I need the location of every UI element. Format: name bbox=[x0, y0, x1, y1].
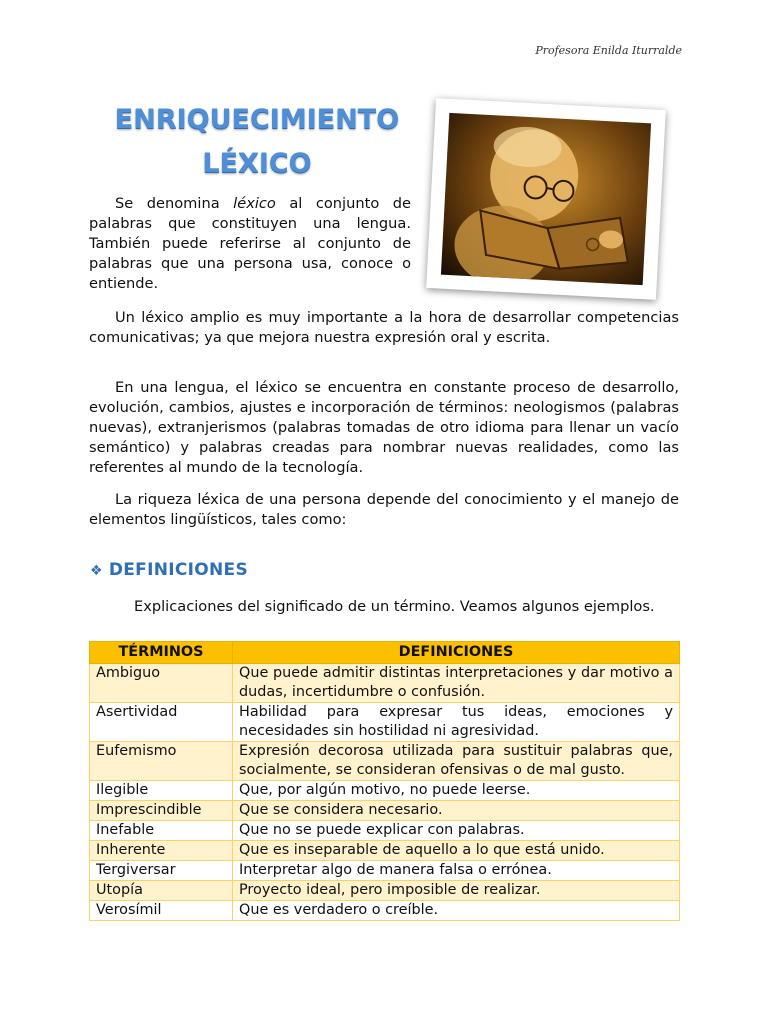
p1-text-end: al conjunto de palabras que constituyen una lengua. También puede referirse al conjunto de palabras que una persona usa, conoce o entiende. bbox=[89, 195, 412, 292]
diamond-bullet-icon: ❖ bbox=[90, 563, 103, 579]
definition-cell: Que se considera necesario. bbox=[233, 801, 680, 821]
term-cell: Inefable bbox=[90, 821, 233, 841]
table-header-row bbox=[90, 642, 680, 664]
p2-text: Un léxico amplio es muy importante a la hora de desarrollar competencias comunicativas; ya que mejora nuestra expresión oral y escrita. bbox=[89, 309, 679, 346]
table-row bbox=[90, 801, 680, 821]
table-row bbox=[90, 781, 680, 801]
term-cell: Inherente bbox=[90, 841, 233, 861]
header-definiciones: DEFINICIONES bbox=[233, 642, 680, 664]
table-row bbox=[90, 821, 680, 841]
table-row bbox=[90, 664, 680, 703]
section-intro: Explicaciones del significado de un término. Veamos algunos ejemplos. bbox=[134, 598, 655, 615]
p1-text-start: Se denomina bbox=[115, 195, 234, 212]
paragraph-richness bbox=[89, 490, 679, 530]
photo-frame bbox=[426, 98, 666, 300]
section-heading-definiciones bbox=[90, 560, 248, 580]
p3-text: En una lengua, el léxico se encuentra en constante proceso de desarrollo, evolución, cambios, ajustes e incorporación de términos: neologismos (palabras nuevas), extranjerismos (palabras tomadas de otro idioma para llenar un vacío semántico) y palabras creadas para nombrar nuevas realidades, como las referentes al mundo de la tecnología. bbox=[89, 379, 679, 476]
term-cell: Imprescindible bbox=[90, 801, 233, 821]
definition-cell: Que no se puede explicar con palabras. bbox=[233, 821, 680, 841]
table-row bbox=[90, 881, 680, 901]
paragraph-evolution bbox=[89, 378, 679, 478]
definition-cell: Expresión decorosa utilizada para sustituir palabras que, socialmente, se consideran ofensivas o de mal gusto. bbox=[233, 742, 680, 781]
definitions-table bbox=[89, 641, 680, 921]
header-author: Profesora Enilda Iturralde bbox=[535, 44, 682, 57]
child-reading-illustration bbox=[441, 113, 651, 285]
definition-cell: Habilidad para expresar tus ideas, emociones y necesidades sin hostilidad ni agresividad. bbox=[233, 703, 680, 742]
definition-cell: Que es inseparable de aquello a lo que está unido. bbox=[233, 841, 680, 861]
term-cell: Ambiguo bbox=[90, 664, 233, 703]
term-cell: Tergiversar bbox=[90, 861, 233, 881]
table-row bbox=[90, 841, 680, 861]
table-row bbox=[90, 861, 680, 881]
title-line-1: ENRIQUECIMIENTO bbox=[114, 104, 400, 135]
term-cell: Verosímil bbox=[90, 901, 233, 921]
title-line-2: LÉXICO bbox=[202, 148, 312, 179]
definition-cell: Que es verdadero o creíble. bbox=[233, 901, 680, 921]
child-reading-book-image bbox=[441, 113, 651, 285]
term-cell: Eufemismo bbox=[90, 742, 233, 781]
p1-italic-term: léxico bbox=[233, 195, 276, 212]
table-row bbox=[90, 703, 680, 742]
paragraph-importance bbox=[89, 308, 679, 348]
definition-cell: Que, por algún motivo, no puede leerse. bbox=[233, 781, 680, 801]
term-cell: Utopía bbox=[90, 881, 233, 901]
table-row bbox=[90, 742, 680, 781]
term-cell: Asertividad bbox=[90, 703, 233, 742]
page-title bbox=[92, 98, 422, 186]
section-heading-text: DEFINICIONES bbox=[108, 560, 249, 580]
term-cell: Ilegible bbox=[90, 781, 233, 801]
definition-cell: Que puede admitir distintas interpretaciones y dar motivo a dudas, incertidumbre o confusión. bbox=[233, 664, 680, 703]
table-row bbox=[90, 901, 680, 921]
definition-cell: Proyecto ideal, pero imposible de realizar. bbox=[233, 881, 680, 901]
definition-cell: Interpretar algo de manera falsa o errónea. bbox=[233, 861, 680, 881]
p4-text: La riqueza léxica de una persona depende del conocimiento y el manejo de elementos lingüísticos, tales como: bbox=[89, 491, 679, 528]
header-terminos: TÉRMINOS bbox=[90, 642, 233, 664]
paragraph-definition bbox=[89, 194, 411, 294]
